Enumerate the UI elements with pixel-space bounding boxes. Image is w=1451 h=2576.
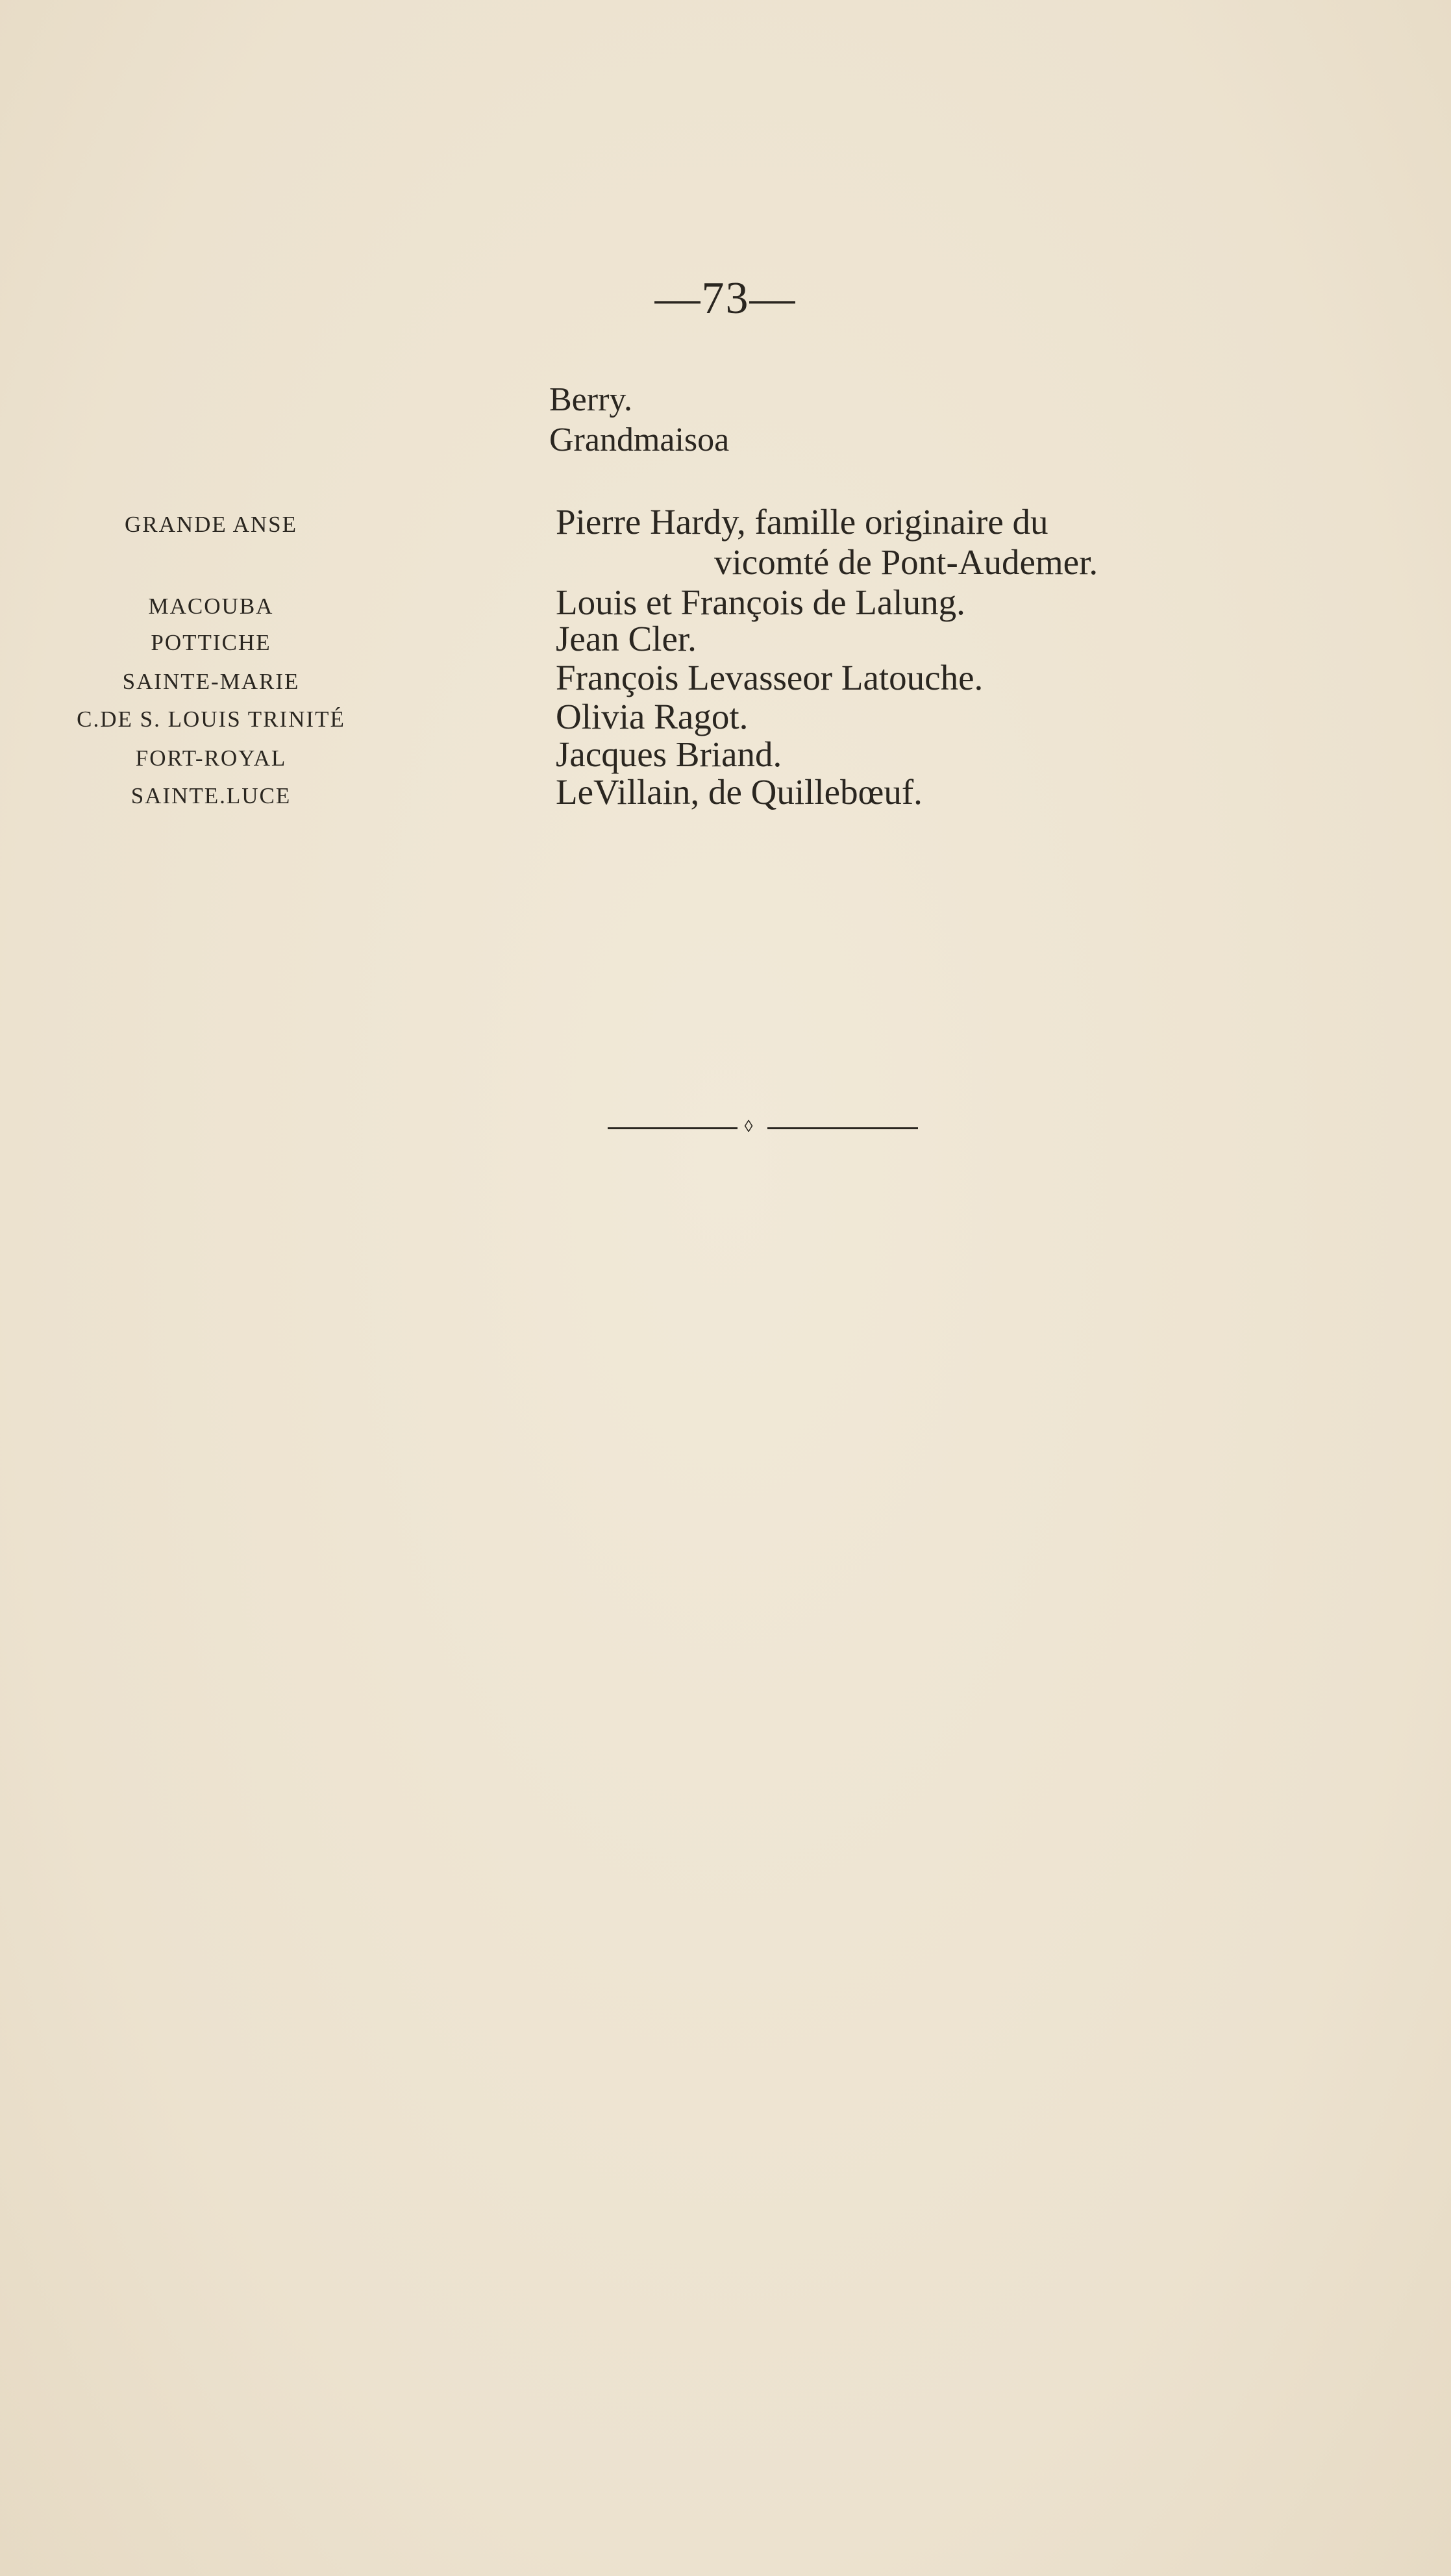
place-name: SAINTE.LUCE — [130, 783, 291, 808]
person-name: Olivia Ragot. — [556, 697, 749, 736]
person-name-continuation: vicomté de Pont-Audemer. — [714, 542, 1098, 582]
place-name: POTTICHE — [151, 630, 271, 655]
person-name: Pierre Hardy, famille originaire du — [556, 502, 1048, 542]
intro-line: Berry. — [549, 381, 633, 418]
intro-line: Grandmaisoa — [549, 421, 730, 458]
separator-rule-right — [767, 1127, 918, 1129]
place-name: SAINTE-MARIE — [122, 669, 300, 694]
person-name: Louis et François de Lalung. — [556, 582, 965, 622]
person-name: Jacques Briand. — [556, 734, 782, 774]
person-name: Jean Cler. — [556, 619, 697, 658]
person-name: François Levasseor Latouche. — [556, 658, 984, 697]
place-name: MACOUBA — [148, 594, 274, 619]
separator-rule-left — [608, 1127, 738, 1129]
separator-ornament-icon: ◊ — [744, 1117, 753, 1136]
place-name: GRANDE ANSE — [124, 512, 298, 537]
place-name: FORT-ROYAL — [135, 745, 287, 771]
person-name: LeVillain, de Quillebœuf. — [556, 772, 923, 812]
page-number: —73— — [654, 273, 797, 323]
place-name: C.DE S. LOUIS TRINITÉ — [77, 707, 345, 732]
